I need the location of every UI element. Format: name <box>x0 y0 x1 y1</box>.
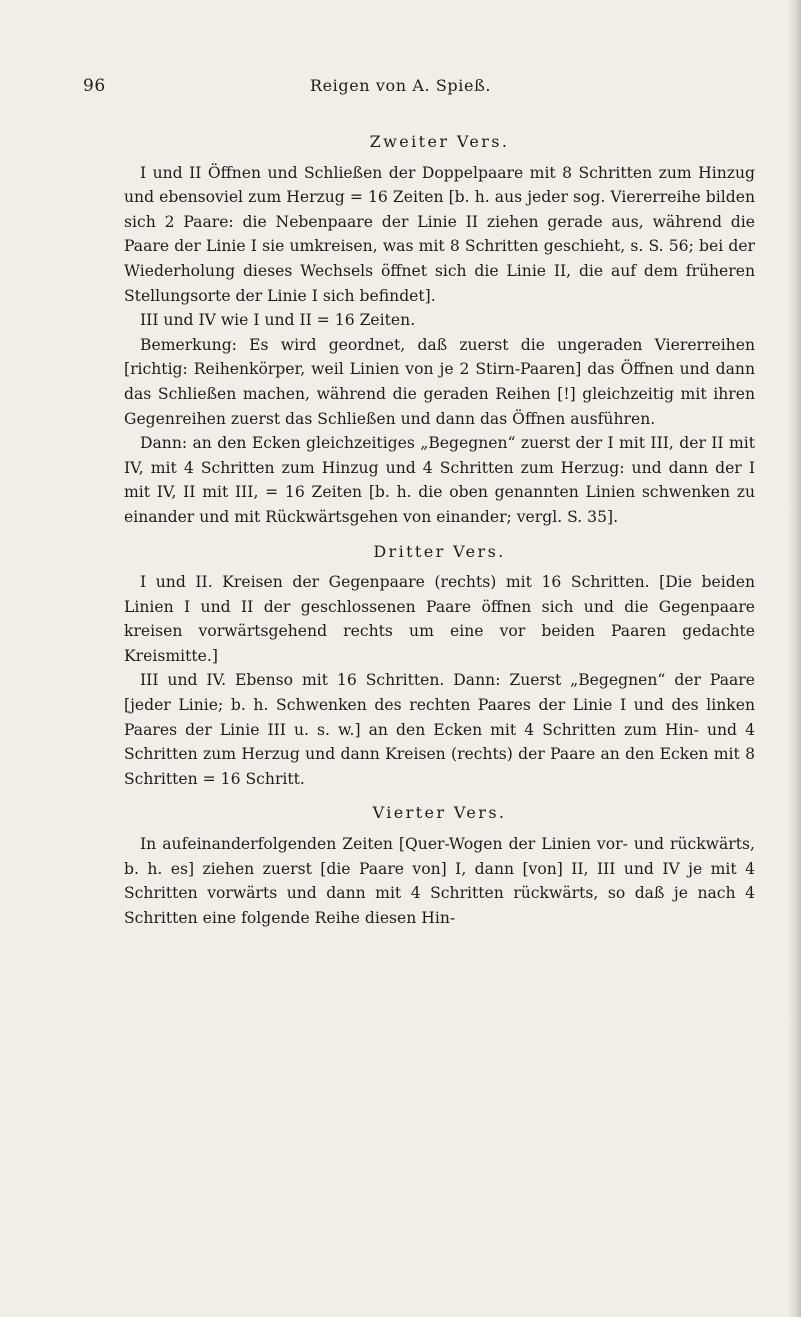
paragraph: III und IV. Ebenso mit 16 Schritten. Dann: Zuerst „Begegnen“ der Paare [jeder Linie; b. h. Schwenken des rechten Paares der Linie I und des linken Paares der Linie III u. s. w.] an den Ecken mit 4 Schritten zum Hin- und 4 Schritten zum Herzug und dann Kreisen (rechts) der Paare an den Ecken mit 8 Schritten = 16 Schritt. <box>124 671 755 788</box>
page-edge-shadow <box>787 0 801 1317</box>
section-heading-vierter-vers: Vierter Vers. <box>372 803 507 823</box>
paragraph: I und II. Kreisen der Gegenpaare (rechts) mit 16 Schritten. [Die beiden Linien I und II der geschlossenen Paare öffnen sich und die Gegenpaare kreisen vorwärtsgehend rechts um eine vor beiden Paaren gedachte Kreismitte.] <box>124 573 755 665</box>
body-text <box>124 130 755 930</box>
section-heading-zweiter-vers: Zweiter Vers. <box>369 132 510 151</box>
section-heading-dritter-vers: Dritter Vers. <box>373 541 506 561</box>
paragraph: Dann: an den Ecken gleichzeitiges „Begegnen“ zuerst der I mit III, der II mit IV, mit 4 Schritten zum Hinzug und 4 Schritten zum Herzug: und dann der I mit IV, II mit III, = 16 Zeiten [b. h. die oben genannten Linien schwenken zu einander und mit Rückwärtsgehen von einander; vergl. S. 35]. <box>124 434 755 526</box>
paragraph: III und IV wie I und II = 16 Zeiten. <box>140 311 416 330</box>
paragraph: In aufeinanderfolgenden Zeiten [Quer-Wogen der Linien vor- und rückwärts, b. h. es] ziehen zuerst [die Paare von] I, dann [von] II, III und IV je mit 4 Schritten vorwärts und dann mit 4 Schritten rückwärts, so daß je nach 4 Schritten eine folgende Reihe diesen Hin- <box>124 835 755 927</box>
running-title: Reigen von A. Spieß. <box>309 76 492 95</box>
paragraph: I und II Öffnen und Schließen der Doppelpaare mit 8 Schritten zum Hinzug und ebensoviel zum Herzug = 16 Zeiten [b. h. aus jeder sog. Viererreihe bilden sich 2 Paare: die Nebenpaare der Linie II ziehen gerade aus, während die Paare der Linie I sie umkreisen, was mit 8 Schritten geschieht, s. S. 56; bei der Wiederholung dieses Wechsels öffnet sich die Linie II, die auf dem früheren Stellungsorte der Linie I sich befindet]. <box>124 163 755 305</box>
running-head <box>0 76 801 100</box>
page-number: 96 <box>83 76 106 96</box>
paragraph-bemerkung: Bemerkung: Es wird geordnet, daß zuerst die ungeraden Viererreihen [richtig: Reihenkörper, weil Linien von je 2 Stirn-Paaren] das Öffnen und dann das Schließen machen, während die geraden Reihen [!] gleichzeitig mit ihren Gegenreihen zuerst das Schließen und dann das Öffnen ausführen. <box>124 335 755 428</box>
